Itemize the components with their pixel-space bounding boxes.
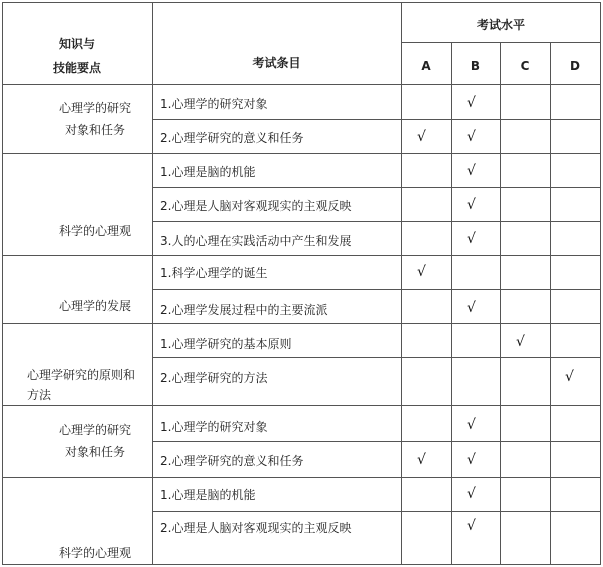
item-row: 1.心理是脑的机能: [160, 488, 256, 502]
topic-scientific-view: 科学的心理观: [58, 224, 131, 238]
item-row: 2.心理是人脑对客观现实的主观反映: [160, 521, 352, 535]
row-line: [152, 441, 601, 442]
table-border-bottom: [2, 564, 601, 565]
item-row: 3.人的心理在实践活动中产生和发展: [160, 234, 352, 248]
level-c-d-divider: [550, 42, 551, 565]
topic-development: 心理学的发展: [58, 299, 131, 313]
check-mark: √: [516, 334, 525, 350]
topic-research-object-repeat-line2: 对象和任务: [64, 445, 125, 459]
knowledge-header-line2: 技能要点: [52, 61, 101, 75]
topic-scientific-view-repeat: 科学的心理观: [58, 546, 131, 560]
check-mark: √: [467, 129, 476, 145]
level-b-c-divider: [500, 42, 501, 565]
check-mark: √: [467, 417, 476, 433]
level-d-header: D: [570, 59, 580, 73]
item-row: 2.心理学研究的意义和任务: [160, 131, 304, 145]
topic-principles-line2: 方法: [27, 388, 52, 402]
group-line: [2, 323, 601, 324]
level-a-b-divider: [451, 42, 452, 565]
check-mark: √: [467, 518, 476, 534]
topic-principles-line1: 心理学研究的原则和: [27, 368, 136, 382]
table-border-left: [2, 2, 3, 565]
topic-column-divider: [152, 2, 153, 565]
item-row: 1.心理学的研究对象: [160, 420, 268, 434]
item-row: 2.心理是人脑对客观现实的主观反映: [160, 199, 352, 213]
check-mark: √: [417, 129, 426, 145]
row-line: [152, 357, 601, 358]
check-mark: √: [467, 231, 476, 247]
check-mark: √: [467, 95, 476, 111]
table-border-right: [600, 2, 601, 565]
group-line: [2, 477, 601, 478]
item-column-divider: [401, 2, 402, 565]
item-row: 1.心理是脑的机能: [160, 165, 256, 179]
check-mark: √: [565, 369, 574, 385]
level-header-divider: [401, 42, 601, 43]
topic-research-object-repeat-line1: 心理学的研究: [58, 423, 131, 437]
header-bottom-line: [2, 84, 601, 85]
check-mark: √: [467, 163, 476, 179]
row-line: [152, 221, 601, 222]
check-mark: √: [417, 452, 426, 468]
level-c-header: C: [520, 59, 530, 73]
level-b-header: B: [470, 59, 481, 73]
group-line: [2, 405, 601, 406]
level-header: 考试水平: [476, 18, 525, 32]
check-mark: √: [417, 264, 426, 280]
check-mark: √: [467, 300, 476, 316]
item-row: 2.心理学研究的方法: [160, 371, 268, 385]
group-line: [2, 255, 601, 256]
group-line: [2, 153, 601, 154]
topic-research-object-line2: 对象和任务: [64, 123, 125, 137]
row-line: [152, 187, 601, 188]
table-border-top: [2, 2, 601, 3]
item-row: 1.科学心理学的诞生: [160, 266, 268, 280]
level-a-header: A: [421, 59, 431, 73]
row-line: [152, 119, 601, 120]
knowledge-header-line1: 知识与: [58, 37, 95, 51]
items-header: 考试条目: [252, 56, 301, 70]
item-row: 1.心理学研究的基本原则: [160, 337, 292, 351]
item-row: 2.心理学发展过程中的主要流派: [160, 303, 328, 317]
item-row: 2.心理学研究的意义和任务: [160, 454, 304, 468]
check-mark: √: [467, 486, 476, 502]
topic-research-object-line1: 心理学的研究: [58, 101, 131, 115]
check-mark: √: [467, 197, 476, 213]
item-row: 1.心理学的研究对象: [160, 97, 268, 111]
check-mark: √: [467, 452, 476, 468]
row-line: [152, 511, 601, 512]
row-line: [152, 289, 601, 290]
